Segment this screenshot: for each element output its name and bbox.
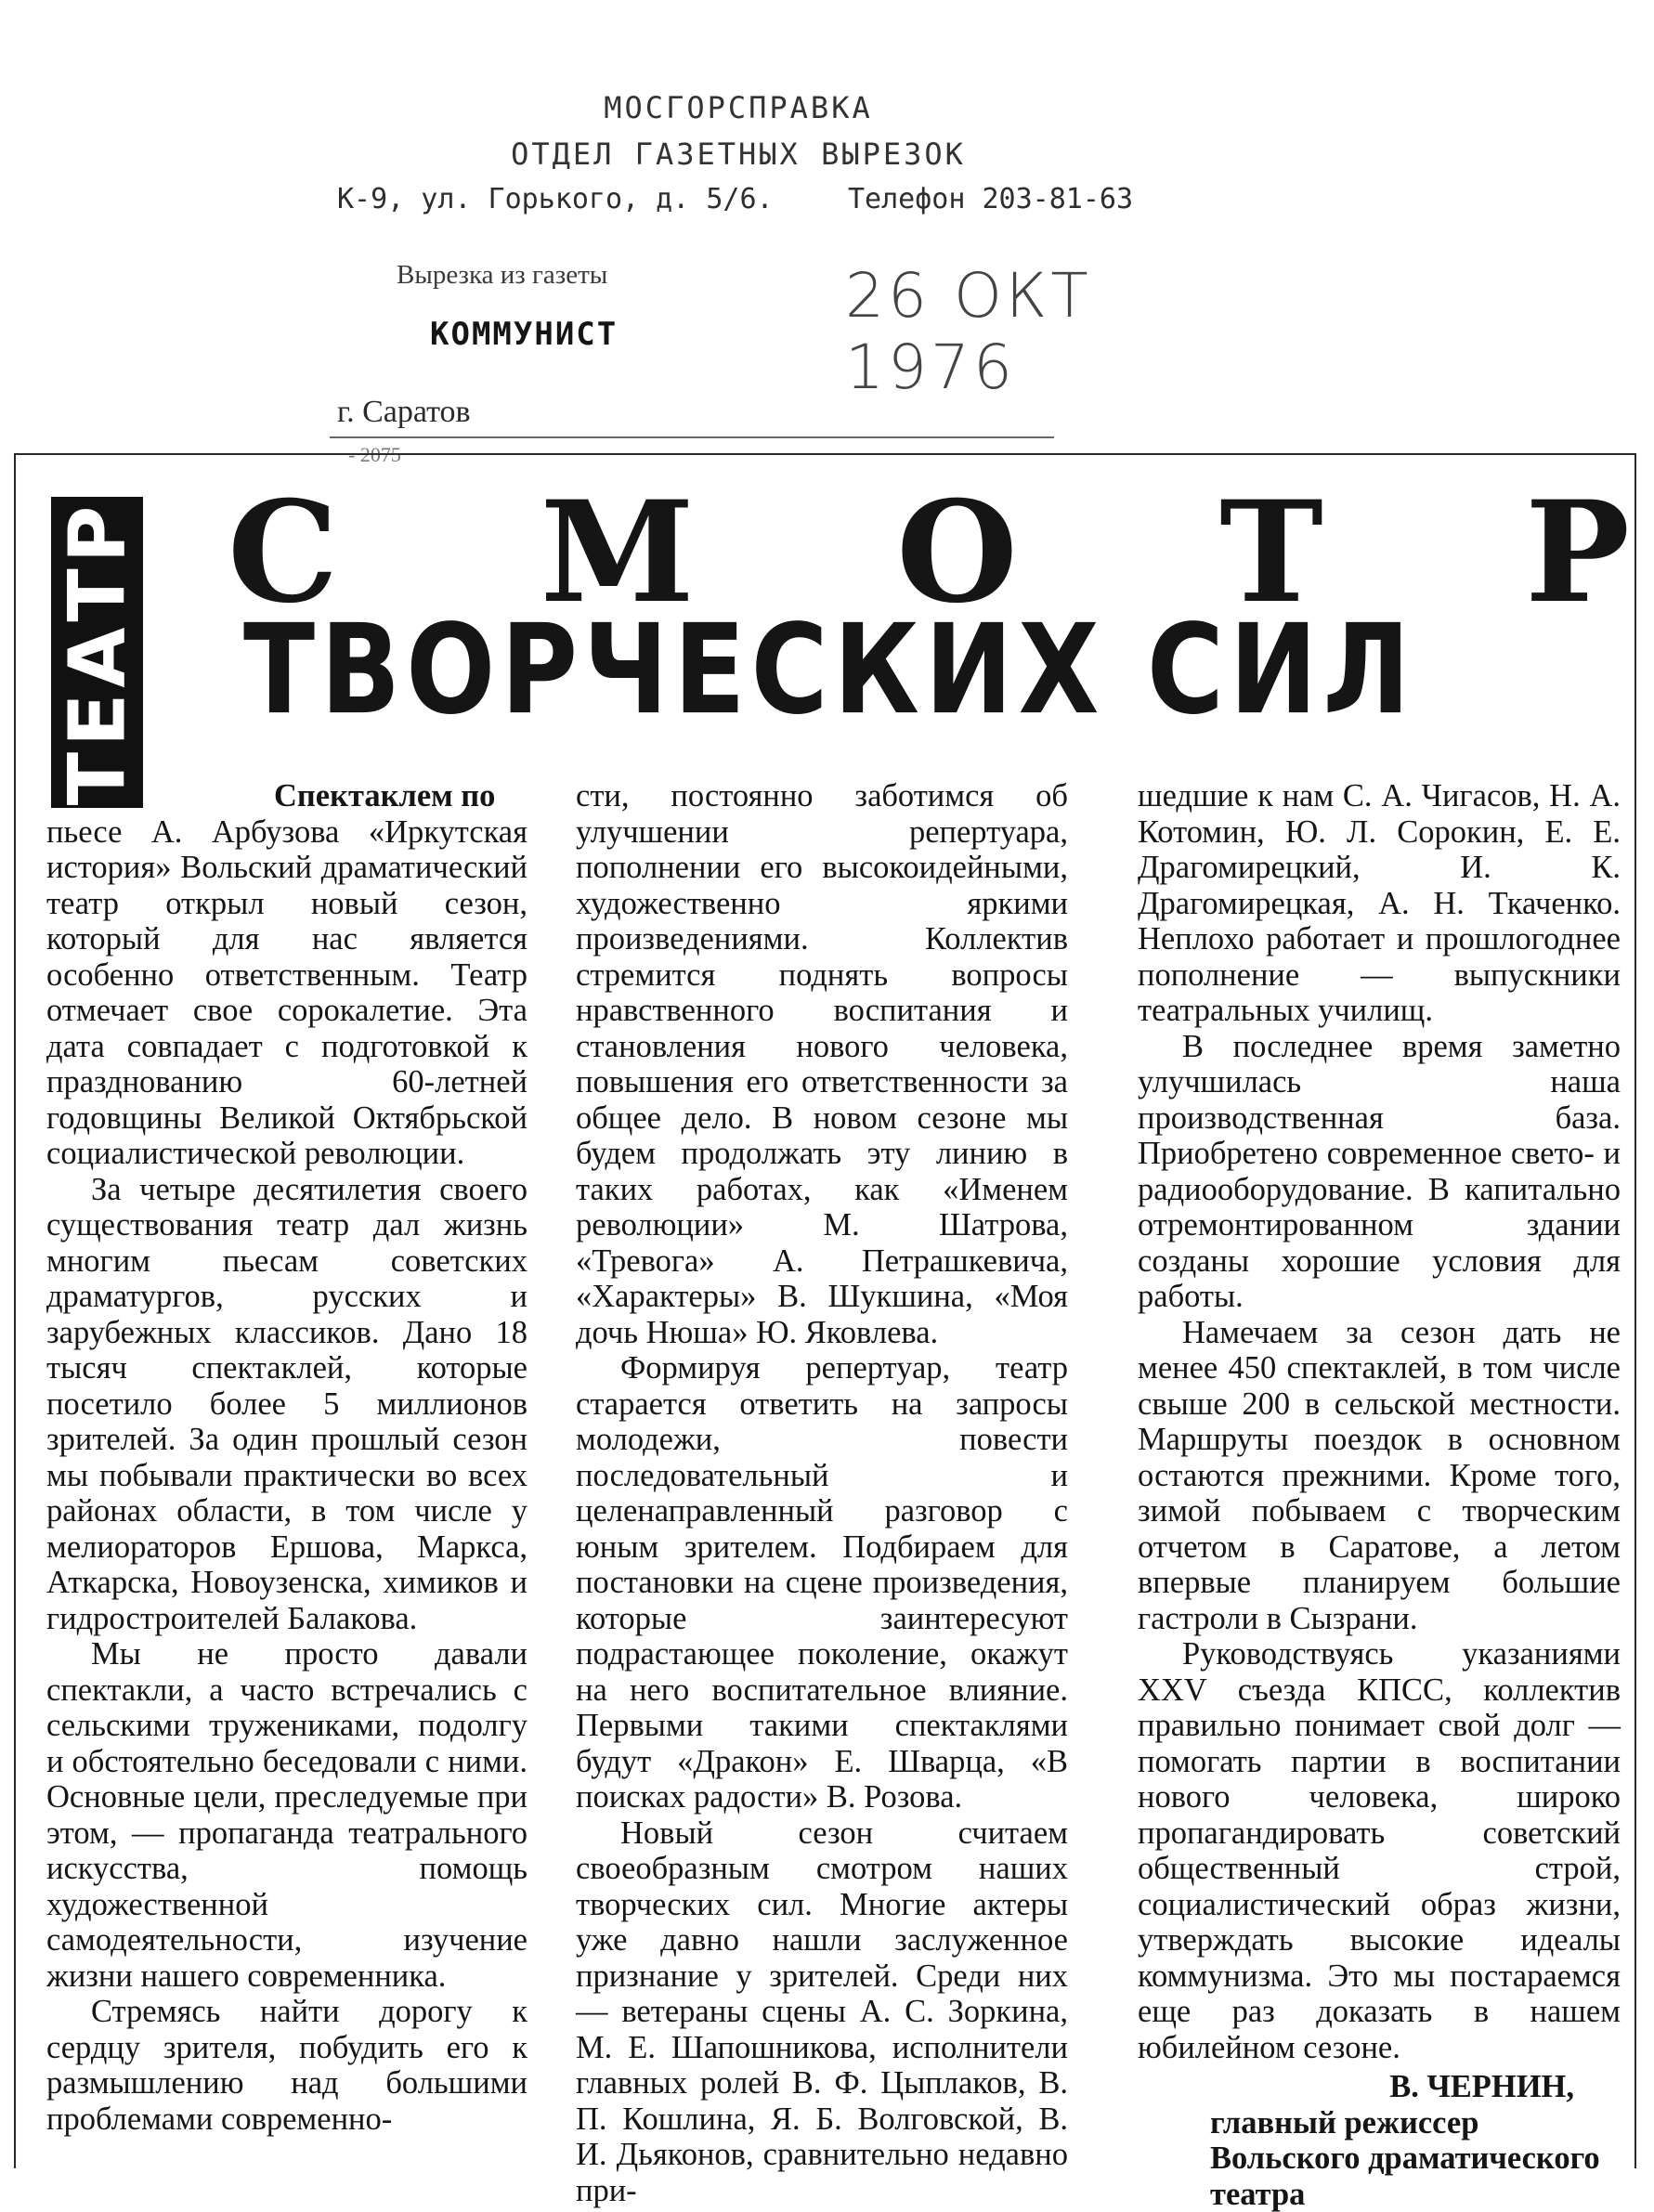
article-column-1 (46, 778, 527, 2137)
headline-letter: С (228, 483, 338, 622)
agency-name: МОСГОРСПРАВКА (330, 90, 1147, 125)
paragraph (576, 1350, 1068, 1815)
paragraph (1138, 778, 1621, 1029)
paragraph (576, 778, 1068, 1350)
headline-letter: М (540, 483, 695, 622)
paragraph-text: сти, постоянно заботимся об улучшении репертуара, пополнении его высокоидейными, художественно яркими произведениями. Коллектив стремится поднять вопросы нравственного воспитания и становления нового человека, повышения его ответственности за общее дело. В новом сезоне мы будем продолжать эту линию в таких работах, как «Именем революции» М. Шатрова, «Тревога» А. Петрашкевича, «Характеры» В. Шукшина, «Моя дочь Нюша» Ю. Яковлева. (576, 778, 1068, 1350)
agency-department: ОТДЕЛ ГАЗЕТНЫХ ВЫРЕЗОК (330, 137, 1147, 172)
paragraph (1138, 1029, 1621, 1315)
newspaper-city: г. Саратов (337, 395, 471, 430)
author-role: главный режиссер Вольского драматического театра (1138, 2105, 1621, 2212)
article-column-2 (576, 778, 1068, 2208)
stamp-divider (330, 436, 1054, 438)
paragraph-text: За четыре десятилетия своего существования театр дал жизнь многим пьесам советских драматургов, русских и зарубежных классиков. Дано 18 тысяч спектаклей, которые посетило более 5 миллионов зрителей. За один прошлый сезон мы побывали практически во всех районах области, в том числе у мелиораторов Ершова, Маркса, Аткарска, Новоузенска, химиков и гидростроителей Балакова. (46, 1172, 527, 1636)
lead-phrase: Спектаклем по (46, 778, 495, 814)
headline-letter: Т (1219, 483, 1323, 622)
rubric-block (51, 497, 143, 808)
paragraph (46, 1172, 527, 1637)
newspaper-name: КОММУНИСТ (430, 316, 618, 353)
paragraph (46, 1994, 527, 2137)
agency-phone: Телефон 203-81-63 (848, 183, 1133, 215)
agency-address: К-9, ул. Горького, д. 5/6. (337, 183, 774, 215)
paragraph-text: Руководствуясь указаниями XXV съезда КПСС, коллектив правильно понимает свой долг — помогать партии в воспитании нового человека, широко пропагандировать советский общественный строй, социалистический образ жизни, утверждать высокие идеалы коммунизма. Это мы постараемся еще раз доказать в нашем юбилейном сезоне. (1138, 1636, 1621, 2065)
paragraph (1138, 1636, 1621, 2065)
headline-letter: О (896, 483, 1018, 622)
rubric-label: ТЕАТР (52, 500, 143, 805)
paragraph (1138, 1315, 1621, 1637)
clipping-source-label: Вырезка из газеты (397, 260, 607, 291)
headline-letter: Р (1525, 483, 1630, 622)
clipping-stamp (330, 79, 1166, 469)
paragraph (576, 1815, 1068, 2209)
paragraph-text: пьесе А. Арбузова «Иркутская история» Вольский драматический театр открыл новый сезон, который для нас является особенно ответственным. Театр отмечает свое сорокалетие. Эта дата совпадает с подготовкой к празднованию 60-летней годовщины Великой Октябрьской социалистической революции. (46, 814, 527, 1172)
paragraph-text: Мы не просто давали спектакли, а часто встречались с сельскими тружениками, подолгу и обстоятельно беседовали с ними. Основные цели, преследуемые при этом, — пропаганда театрального искусства, помощь художественной самодеятельности, изучение жизни нашего современника. (46, 1636, 527, 1994)
paragraph-text: Намечаем за сезон дать не менее 450 спектаклей, в том числе свыше 200 в сельской местности. Маршруты поездок в основном остаются прежними. Кроме того, зимой побываем с творческим отчетом в Саратове, а летом впервые планируем большие гастроли в Сызрани. (1138, 1315, 1621, 1636)
author-signature: В. ЧЕРНИН, (1138, 2069, 1621, 2105)
headline-line-2: ТВОРЧЕСКИХ СИЛ (243, 608, 1627, 732)
article-column-3 (1138, 778, 1621, 2212)
stamp-code: - 2075 (348, 443, 401, 467)
paragraph-text: Формируя репертуар, театр старается ответить на запросы молодежи, повести последовательный и целенаправленный разговор с юным зрителем. Подбираем для постановки на сцене произведения, которые заинтересуют подрастающее поколение, окажут на него воспитательное влияние. Первыми такими спектаклями будут «Дракон» Е. Шварца, «В поисках радости» В. Розова. (576, 1350, 1068, 1815)
paragraph-text: шедшие к нам С. А. Чигасов, Н. А. Котомин, Ю. Л. Сорокин, Е. Е. Драгомирецкий, И. К. Драгомирецкая, А. Н. Ткаченко. Неплохо работает и прошлогоднее пополнение — выпускники театральных училищ. (1138, 778, 1621, 1028)
paragraph-text: Новый сезон считаем своеобразным смотром наших творческих сил. Многие актеры уже давно нашли заслуженное признание у зрителей. Среди них — ветераны сцены А. С. Зоркина, М. Е. Шапошникова, исполнители главных ролей В. Ф. Цыплаков, В. П. Кошлина, Я. Б. Волговской, В. И. Дьяконов, сравнительно недавно при- (576, 1815, 1068, 2208)
paragraph (46, 778, 527, 1172)
paragraph-text: В последнее время заметно улучшилась наша производственная база. Приобретено современное свето- и радиооборудование. В капитально отремонтированном здании созданы хорошие условия для работы. (1138, 1029, 1621, 1315)
clipping-date: 26 ОКТ 1976 (845, 260, 1166, 403)
paragraph (46, 1636, 527, 1994)
paragraph-text: Стремясь найти дорогу к сердцу зрителя, побудить его к размышлению над большими проблемами современно- (46, 1994, 527, 2137)
